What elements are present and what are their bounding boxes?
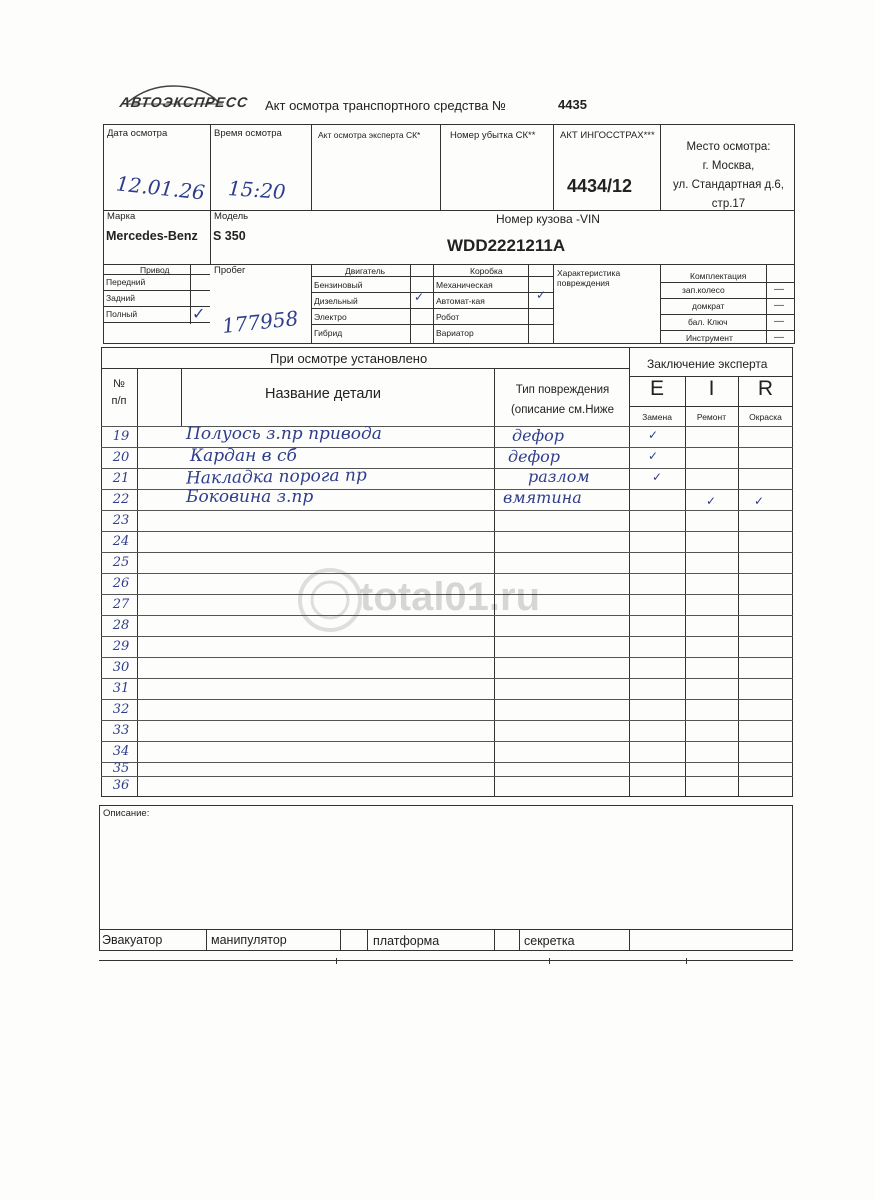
equip-mark-3: — bbox=[774, 316, 784, 327]
time-label: Время осмотра bbox=[214, 128, 282, 139]
row-number: 34 bbox=[112, 744, 130, 759]
logo-text: АВТОЭКСПРЕСС bbox=[118, 94, 250, 110]
row-22-repair-check-icon: ✓ bbox=[706, 494, 717, 508]
mileage-label: Пробег bbox=[214, 265, 246, 276]
equip-mark-2: — bbox=[774, 300, 784, 311]
row-number: 21 bbox=[112, 471, 130, 486]
row-part: Полуось з.пр привода bbox=[186, 424, 382, 444]
loss-number-label: Номер убытка СК** bbox=[450, 130, 536, 141]
ingos-label: АКТ ИНГОССТРАХ*** bbox=[560, 130, 655, 141]
model-value: S 350 bbox=[213, 229, 246, 243]
page-title: Акт осмотра транспортного средства № bbox=[265, 98, 506, 113]
date-value: 12.01.26 bbox=[114, 171, 207, 205]
row-number: 30 bbox=[112, 660, 130, 675]
equipment-label: Комплектация bbox=[690, 271, 747, 281]
watermark-text: total01.ru bbox=[360, 575, 541, 619]
brand-label: Марка bbox=[107, 211, 136, 222]
row-number: 28 bbox=[112, 618, 130, 633]
gearbox-auto: Автомат-кая bbox=[436, 296, 485, 306]
manipulator-label: манипулятор bbox=[211, 933, 287, 947]
gearbox-robot: Робот bbox=[436, 312, 460, 322]
damage-char-label: Характеристика повреждения bbox=[557, 268, 621, 288]
engine-label: Двигатель bbox=[345, 266, 386, 276]
engine-petrol: Бензиновый bbox=[314, 280, 363, 290]
row-number: 35 bbox=[112, 761, 130, 776]
gearbox-manual: Механическая bbox=[436, 280, 493, 290]
row-part: Накладка порога пр bbox=[185, 465, 367, 489]
vin-value: WDD2221211A bbox=[447, 236, 566, 255]
col-r-sub: Окраска bbox=[749, 412, 782, 422]
row-number: 32 bbox=[112, 702, 130, 717]
description-label: Описание: bbox=[103, 808, 150, 819]
time-value: 15:20 bbox=[227, 176, 287, 204]
section-title: При осмотре установлено bbox=[270, 351, 428, 366]
drive-full-check-icon: ✓ bbox=[192, 306, 206, 323]
col-e-sub: Замена bbox=[642, 412, 672, 422]
row-number: 23 bbox=[112, 513, 130, 528]
gearbox-variator: Вариатор bbox=[436, 328, 474, 338]
gearbox-auto-check-icon: ✓ bbox=[536, 288, 547, 302]
row-number: 27 bbox=[112, 597, 130, 612]
equip-mark-1: — bbox=[774, 284, 784, 295]
mileage-value: 177958 bbox=[220, 306, 300, 338]
expert-act-label: Акт осмотра эксперта СК* bbox=[318, 130, 421, 140]
row-22-paint-check-icon: ✓ bbox=[754, 494, 765, 508]
row-number: 33 bbox=[112, 723, 130, 738]
row-number: 20 bbox=[112, 450, 130, 465]
inspection-place: Место осмотра: г. Москва, ул. Стандартная д.6, стр.17 bbox=[673, 141, 784, 210]
date-label: Дата осмотра bbox=[107, 128, 168, 139]
model-label: Модель bbox=[214, 211, 249, 222]
equip-spare-wheel: зап.колесо bbox=[682, 285, 725, 295]
row-number: 36 bbox=[112, 778, 130, 793]
row-damage: дефор bbox=[512, 426, 565, 445]
platform-label: платформа bbox=[373, 934, 440, 948]
row-21-replace-check-icon: ✓ bbox=[652, 470, 663, 484]
col-number-header: № п/п bbox=[111, 378, 127, 407]
col-part-header: Название детали bbox=[265, 386, 381, 402]
evacuator-label: Эвакуатор bbox=[102, 933, 163, 947]
equip-tools: Инструмент bbox=[686, 333, 733, 343]
equip-wrench: бал. Ключ bbox=[688, 317, 728, 327]
row-number: 24 bbox=[112, 534, 130, 549]
row-part: Кардан в сб bbox=[190, 446, 297, 466]
equip-mark-4: — bbox=[774, 332, 784, 343]
row-damage: разлом bbox=[528, 467, 590, 486]
col-r-header: R bbox=[757, 377, 774, 400]
row-number: 26 bbox=[112, 576, 130, 591]
row-19-replace-check-icon: ✓ bbox=[648, 428, 659, 442]
drive-label: Привод bbox=[140, 265, 170, 275]
vin-label: Номер кузова -VIN bbox=[496, 212, 600, 226]
row-number: 22 bbox=[112, 492, 130, 507]
col-i-header: I bbox=[708, 377, 715, 400]
engine-diesel: Дизельный bbox=[314, 296, 358, 306]
row-20-replace-check-icon: ✓ bbox=[648, 449, 659, 463]
row-number: 31 bbox=[112, 681, 130, 696]
row-damage: дефор bbox=[508, 447, 561, 466]
gearbox-label: Коробка bbox=[470, 266, 503, 276]
drive-full: Полный bbox=[106, 309, 138, 319]
row-part: Боковина з.пр bbox=[186, 487, 314, 507]
engine-electro: Электро bbox=[314, 312, 347, 322]
secretka-label: секретка bbox=[524, 934, 575, 948]
row-number: 25 bbox=[112, 555, 130, 570]
equip-jack: домкрат bbox=[692, 301, 725, 311]
row-damage: вмятина bbox=[503, 488, 582, 507]
conclusion-title: Заключение эксперта bbox=[647, 357, 768, 371]
row-number: 19 bbox=[112, 429, 130, 444]
col-i-sub: Ремонт bbox=[696, 412, 727, 422]
engine-hybrid: Гибрид bbox=[314, 328, 343, 338]
drive-front: Передний bbox=[106, 277, 146, 287]
ingos-value: 4434/12 bbox=[567, 176, 633, 196]
brand-value: Mercedes-Benz bbox=[106, 229, 198, 243]
act-number: 4435 bbox=[558, 97, 587, 112]
col-damage-header: Тип повреждения (описание см.Ниже bbox=[510, 384, 615, 416]
col-e-header: E bbox=[649, 377, 664, 400]
row-number: 29 bbox=[112, 639, 130, 654]
engine-diesel-check-icon: ✓ bbox=[414, 290, 425, 304]
drive-rear: Задний bbox=[106, 293, 136, 303]
